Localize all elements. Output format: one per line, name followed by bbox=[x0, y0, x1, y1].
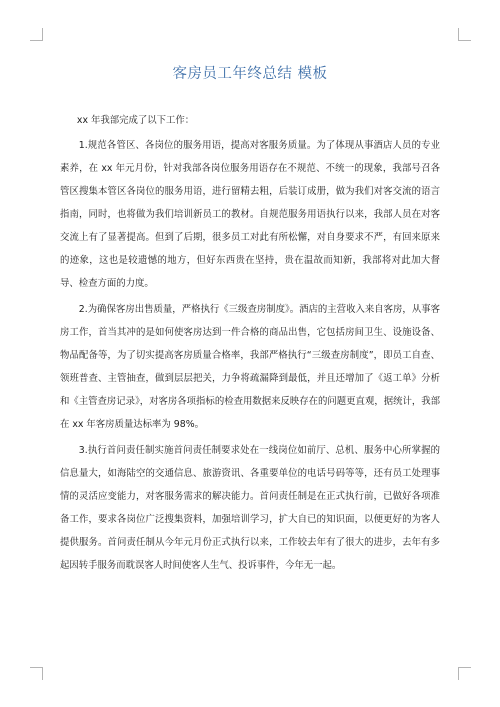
paragraph-3: 3.执行首问责任制实施首问责任制要求处在一线岗位如前厅、总机、服务中心所掌握的信息量大，如海陆空的交通信息、旅游资讯、各重要单位的电话号码等等，还有员工处理事情的灵活应变能力，对客服务需求的解决能力。首问责任制是在正式执行前，已做好各项准备工作，要求各岗位广泛搜集资料，加强培训学习，扩大自已的知识面，以便更好的为客人提供服务。首问责任制从今年元月份正式执行以来，工作较去年有了很大的进步，去年有多起因转手服务而耽误客人时间使客人生气、投诉事件，今年无一起。 bbox=[60, 445, 440, 571]
crop-mark-top-right bbox=[458, 28, 471, 41]
crop-mark-top-left bbox=[30, 28, 43, 41]
paragraph-2: 2.为确保客房出售质量，严格执行《三级查房制度》。酒店的主营收入来自客房，从事客房工作，首当其冲的是如何使客房达到一件合格的商品出售，它包括房间卫生、设施设备、物品配备等，为了切实提高客房质量合格率，我部严格执行“三级查房制度”，即员工自查、领班普查、主管抽查，做到层层把关，力争将疏漏降到最低，并且还增加了《返工单》分析和《主管查房记录》，对客房各项指标的检查用数据来反映存在的问题更直观，据统计，我部在 xx 年客房质量达标率为 98%。 bbox=[60, 304, 440, 430]
document-title: 客房员工年终总结 模板 bbox=[172, 66, 328, 82]
paragraph-1: 1.规范各管区、各岗位的服务用语，提高对客服务质量。为了体现从事酒店人员的专业素养，在 xx 年元月份，针对我部各岗位服务用语存在不规范、不统一的现象，我部号召各管区搜集本管区各岗位的服务用语，进行留精去粗，后装订成册，做为我们对客交流的语言指南，同时，也将做为我们培训新员工的教材。自规范服务用语执行以来，我部人员在对客交流上有了显著提高。但到了后期，很多员工对此有所松懈，对自身要求不严，有回来原来的迹象，这也是较遗憾的地方，但好东西贵在坚持，贵在温故而知新，我部将对此加大督导、检查方面的力度。 bbox=[60, 140, 440, 289]
intro-line: xx 年我部完成了以下工作： bbox=[76, 115, 195, 126]
document-page bbox=[60, 62, 440, 577]
crop-mark-bottom-left bbox=[30, 667, 43, 680]
crop-mark-bottom-right bbox=[458, 667, 471, 680]
